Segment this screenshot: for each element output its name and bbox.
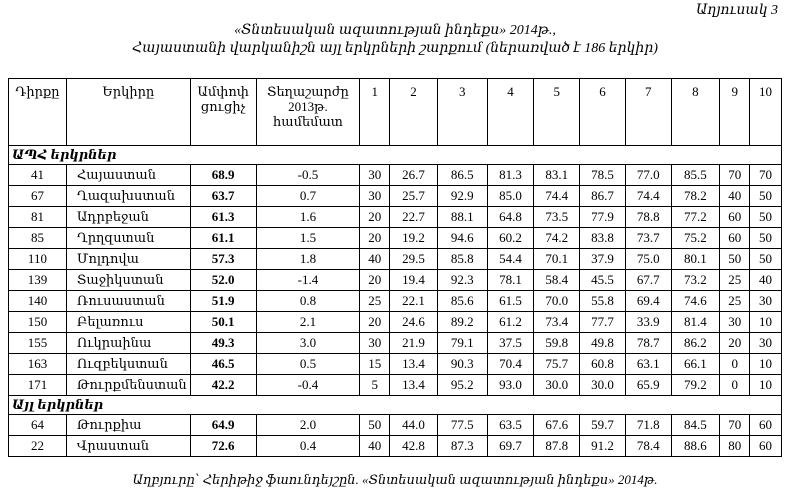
cell-c9: 80 (720, 436, 750, 457)
cell-c4: 78.1 (487, 270, 534, 291)
cell-index: 51.9 (190, 291, 256, 312)
cell-c3: 87.3 (437, 436, 487, 457)
cell-c4: 93.0 (487, 375, 534, 396)
cell-c7: 74.4 (625, 186, 671, 207)
cell-c2: 19.2 (390, 228, 438, 249)
cell-c6: 77.9 (580, 207, 626, 228)
cell-c6: 77.7 (580, 312, 626, 333)
cell-c8: 77.2 (671, 207, 720, 228)
cell-c3: 85.6 (437, 291, 487, 312)
cell-rank: 22 (9, 436, 67, 457)
cell-c1: 50 (360, 415, 390, 436)
table-row (9, 375, 782, 396)
cell-c2: 19.4 (390, 270, 438, 291)
cell-c1: 25 (360, 291, 390, 312)
header-index: Ամփոփ ցուցիչ (190, 79, 256, 146)
cell-country: Ղազախստան (66, 186, 190, 207)
cell-index: 42.2 (190, 375, 256, 396)
cell-country: Ռուսաստան (66, 291, 190, 312)
cell-c8: 85.5 (671, 165, 720, 186)
cell-c1: 40 (360, 249, 390, 270)
table-title-line2: Հայաստանի վարկանիշն այլ երկրների շարքում (ներառված է 186 երկիր) (132, 41, 658, 56)
table-body (9, 146, 782, 457)
cell-c5: 87.8 (534, 436, 580, 457)
cell-change: 1.8 (256, 249, 360, 270)
cell-c7: 69.4 (625, 291, 671, 312)
cell-c9: 70 (720, 165, 750, 186)
table-header-row (9, 79, 782, 146)
header-rank: Դիրքը (9, 79, 67, 146)
cell-c10: 10 (750, 354, 782, 375)
cell-c10: 60 (750, 436, 782, 457)
cell-index: 49.3 (190, 333, 256, 354)
table-row (9, 333, 782, 354)
cell-index: 52.0 (190, 270, 256, 291)
cell-c4: 63.5 (487, 415, 534, 436)
cell-rank: 110 (9, 249, 67, 270)
header-change: Տեղաշարժը 2013թ. համեմատ (256, 79, 360, 146)
cell-c8: 86.2 (671, 333, 720, 354)
cell-c6: 60.8 (580, 354, 626, 375)
table-row (9, 249, 782, 270)
cell-rank: 67 (9, 186, 67, 207)
cell-index: 63.7 (190, 186, 256, 207)
cell-c8: 73.2 (671, 270, 720, 291)
cell-country: Վրաստան (66, 436, 190, 457)
cell-change: 3.0 (256, 333, 360, 354)
cell-c10: 50 (750, 249, 782, 270)
cell-c10: 40 (750, 270, 782, 291)
cell-c6: 86.7 (580, 186, 626, 207)
cell-rank: 140 (9, 291, 67, 312)
cell-c7: 75.0 (625, 249, 671, 270)
cell-c3: 92.9 (437, 186, 487, 207)
cell-c8: 80.1 (671, 249, 720, 270)
cell-c7: 78.8 (625, 207, 671, 228)
cell-c5: 58.4 (534, 270, 580, 291)
group-row (9, 396, 782, 415)
cell-c5: 30.0 (534, 375, 580, 396)
table-row (9, 291, 782, 312)
cell-c2: 22.1 (390, 291, 438, 312)
cell-c8: 88.6 (671, 436, 720, 457)
cell-c1: 30 (360, 333, 390, 354)
source-note: Աղբյուրը՝ Հերիթիջ ֆաունդեյշըն. «Տնտեսական ազատության ինդեքս» 2014թ. (132, 472, 658, 487)
cell-c6: 83.8 (580, 228, 626, 249)
cell-country: Ուզբեկստան (66, 354, 190, 375)
cell-c9: 70 (720, 415, 750, 436)
cell-c7: 77.0 (625, 165, 671, 186)
cell-country: Ղրղզստան (66, 228, 190, 249)
cell-c8: 74.6 (671, 291, 720, 312)
cell-c10: 30 (750, 291, 782, 312)
cell-c6: 49.8 (580, 333, 626, 354)
cell-c7: 67.7 (625, 270, 671, 291)
cell-c10: 50 (750, 207, 782, 228)
cell-c10: 60 (750, 415, 782, 436)
cell-c4: 85.0 (487, 186, 534, 207)
cell-change: -0.5 (256, 165, 360, 186)
cell-index: 61.1 (190, 228, 256, 249)
cell-c3: 86.5 (437, 165, 487, 186)
cell-change: 2.1 (256, 312, 360, 333)
cell-c3: 90.3 (437, 354, 487, 375)
cell-c9: 25 (720, 270, 750, 291)
cell-c9: 0 (720, 354, 750, 375)
cell-c2: 29.5 (390, 249, 438, 270)
cell-c2: 22.7 (390, 207, 438, 228)
cell-rank: 41 (9, 165, 67, 186)
cell-c6: 45.5 (580, 270, 626, 291)
cell-rank: 171 (9, 375, 67, 396)
header-c10: 10 (750, 79, 782, 146)
cell-c6: 30.0 (580, 375, 626, 396)
header-c5: 5 (534, 79, 580, 146)
cell-c4: 61.5 (487, 291, 534, 312)
cell-c9: 20 (720, 333, 750, 354)
cell-c10: 10 (750, 375, 782, 396)
cell-c4: 70.4 (487, 354, 534, 375)
cell-country: Թուրքմենստան (66, 375, 190, 396)
cell-rank: 64 (9, 415, 67, 436)
cell-change: 0.7 (256, 186, 360, 207)
cell-c5: 83.1 (534, 165, 580, 186)
cell-c4: 69.7 (487, 436, 534, 457)
cell-c9: 60 (720, 207, 750, 228)
table-row (9, 312, 782, 333)
cell-index: 57.3 (190, 249, 256, 270)
cell-country: Բելառուս (66, 312, 190, 333)
cell-c2: 13.4 (390, 354, 438, 375)
cell-c6: 78.5 (580, 165, 626, 186)
cell-rank: 155 (9, 333, 67, 354)
cell-c7: 78.7 (625, 333, 671, 354)
cell-c9: 40 (720, 186, 750, 207)
cell-c4: 61.2 (487, 312, 534, 333)
cell-c3: 79.1 (437, 333, 487, 354)
cell-c4: 37.5 (487, 333, 534, 354)
cell-c1: 20 (360, 270, 390, 291)
cell-c6: 59.7 (580, 415, 626, 436)
header-c7: 7 (625, 79, 671, 146)
cell-c3: 88.1 (437, 207, 487, 228)
cell-c6: 91.2 (580, 436, 626, 457)
cell-c2: 24.6 (390, 312, 438, 333)
table-row (9, 270, 782, 291)
cell-c1: 15 (360, 354, 390, 375)
cell-c8: 84.5 (671, 415, 720, 436)
cell-country: Թուրքիա (66, 415, 190, 436)
cell-c5: 75.7 (534, 354, 580, 375)
cell-c7: 33.9 (625, 312, 671, 333)
cell-change: -1.4 (256, 270, 360, 291)
cell-index: 68.9 (190, 165, 256, 186)
cell-change: 0.4 (256, 436, 360, 457)
cell-c10: 30 (750, 333, 782, 354)
header-country: Երկիրը (66, 79, 190, 146)
cell-c6: 37.9 (580, 249, 626, 270)
cell-c9: 0 (720, 375, 750, 396)
header-c2: 2 (390, 79, 438, 146)
header-c6: 6 (580, 79, 626, 146)
cell-index: 61.3 (190, 207, 256, 228)
cell-c4: 81.3 (487, 165, 534, 186)
cell-index: 50.1 (190, 312, 256, 333)
table-row (9, 165, 782, 186)
cell-c2: 42.8 (390, 436, 438, 457)
cell-c5: 73.4 (534, 312, 580, 333)
cell-c7: 71.8 (625, 415, 671, 436)
cell-change: 0.8 (256, 291, 360, 312)
cell-change: 0.5 (256, 354, 360, 375)
cell-c2: 26.7 (390, 165, 438, 186)
cell-c4: 60.2 (487, 228, 534, 249)
cell-c1: 20 (360, 228, 390, 249)
table-row (9, 186, 782, 207)
table-title-line1: «Տնտեսական ազատության ինդեքս» 2014թ., (234, 23, 556, 38)
table-number-label: Աղյուսակ 3 (695, 3, 778, 18)
cell-c10: 70 (750, 165, 782, 186)
cell-change: 2.0 (256, 415, 360, 436)
cell-c1: 30 (360, 165, 390, 186)
table-row (9, 228, 782, 249)
cell-c10: 50 (750, 186, 782, 207)
cell-c7: 65.9 (625, 375, 671, 396)
cell-c3: 92.3 (437, 270, 487, 291)
cell-c3: 85.8 (437, 249, 487, 270)
cell-change: 1.5 (256, 228, 360, 249)
table-row (9, 415, 782, 436)
cell-index: 64.9 (190, 415, 256, 436)
cell-rank: 81 (9, 207, 67, 228)
cell-c1: 40 (360, 436, 390, 457)
cell-c3: 89.2 (437, 312, 487, 333)
cell-c5: 70.0 (534, 291, 580, 312)
cell-rank: 85 (9, 228, 67, 249)
cell-c8: 75.2 (671, 228, 720, 249)
cell-c7: 73.7 (625, 228, 671, 249)
cell-c1: 20 (360, 312, 390, 333)
cell-change: -0.4 (256, 375, 360, 396)
cell-c2: 13.4 (390, 375, 438, 396)
cell-change: 1.6 (256, 207, 360, 228)
cell-c8: 79.2 (671, 375, 720, 396)
cell-country: Հայաստան (66, 165, 190, 186)
cell-index: 46.5 (190, 354, 256, 375)
table-row (9, 207, 782, 228)
cell-country: Մոլդովա (66, 249, 190, 270)
cell-c7: 63.1 (625, 354, 671, 375)
cell-c8: 78.2 (671, 186, 720, 207)
cell-c10: 50 (750, 228, 782, 249)
cell-country: Տաջիկստան (66, 270, 190, 291)
cell-c5: 59.8 (534, 333, 580, 354)
economic-freedom-table (8, 78, 782, 457)
cell-c1: 20 (360, 207, 390, 228)
cell-country: Ուկրաինա (66, 333, 190, 354)
header-c4: 4 (487, 79, 534, 146)
header-c1: 1 (360, 79, 390, 146)
cell-c9: 25 (720, 291, 750, 312)
header-c8: 8 (671, 79, 720, 146)
cell-rank: 150 (9, 312, 67, 333)
cell-c3: 95.2 (437, 375, 487, 396)
cell-c5: 67.6 (534, 415, 580, 436)
cell-country: Ադրբեջան (66, 207, 190, 228)
cell-index: 72.6 (190, 436, 256, 457)
cell-c5: 70.1 (534, 249, 580, 270)
cell-c5: 73.5 (534, 207, 580, 228)
cell-c2: 21.9 (390, 333, 438, 354)
header-c9: 9 (720, 79, 750, 146)
cell-c9: 30 (720, 312, 750, 333)
table-row (9, 354, 782, 375)
cell-rank: 139 (9, 270, 67, 291)
cell-c10: 10 (750, 312, 782, 333)
cell-c3: 77.5 (437, 415, 487, 436)
group-label: Այլ երկրներ (9, 396, 782, 415)
cell-c5: 74.2 (534, 228, 580, 249)
cell-c2: 25.7 (390, 186, 438, 207)
table-row (9, 436, 782, 457)
cell-c4: 64.8 (487, 207, 534, 228)
cell-c1: 30 (360, 186, 390, 207)
group-label: ԱՊՀ երկրներ (9, 146, 782, 165)
cell-c5: 74.4 (534, 186, 580, 207)
header-c3: 3 (437, 79, 487, 146)
group-row (9, 146, 782, 165)
cell-c9: 50 (720, 249, 750, 270)
cell-c8: 81.4 (671, 312, 720, 333)
cell-c7: 78.4 (625, 436, 671, 457)
cell-c8: 66.1 (671, 354, 720, 375)
cell-c9: 60 (720, 228, 750, 249)
cell-c2: 44.0 (390, 415, 438, 436)
cell-rank: 163 (9, 354, 67, 375)
cell-c4: 54.4 (487, 249, 534, 270)
cell-c1: 5 (360, 375, 390, 396)
cell-c3: 94.6 (437, 228, 487, 249)
cell-c6: 55.8 (580, 291, 626, 312)
